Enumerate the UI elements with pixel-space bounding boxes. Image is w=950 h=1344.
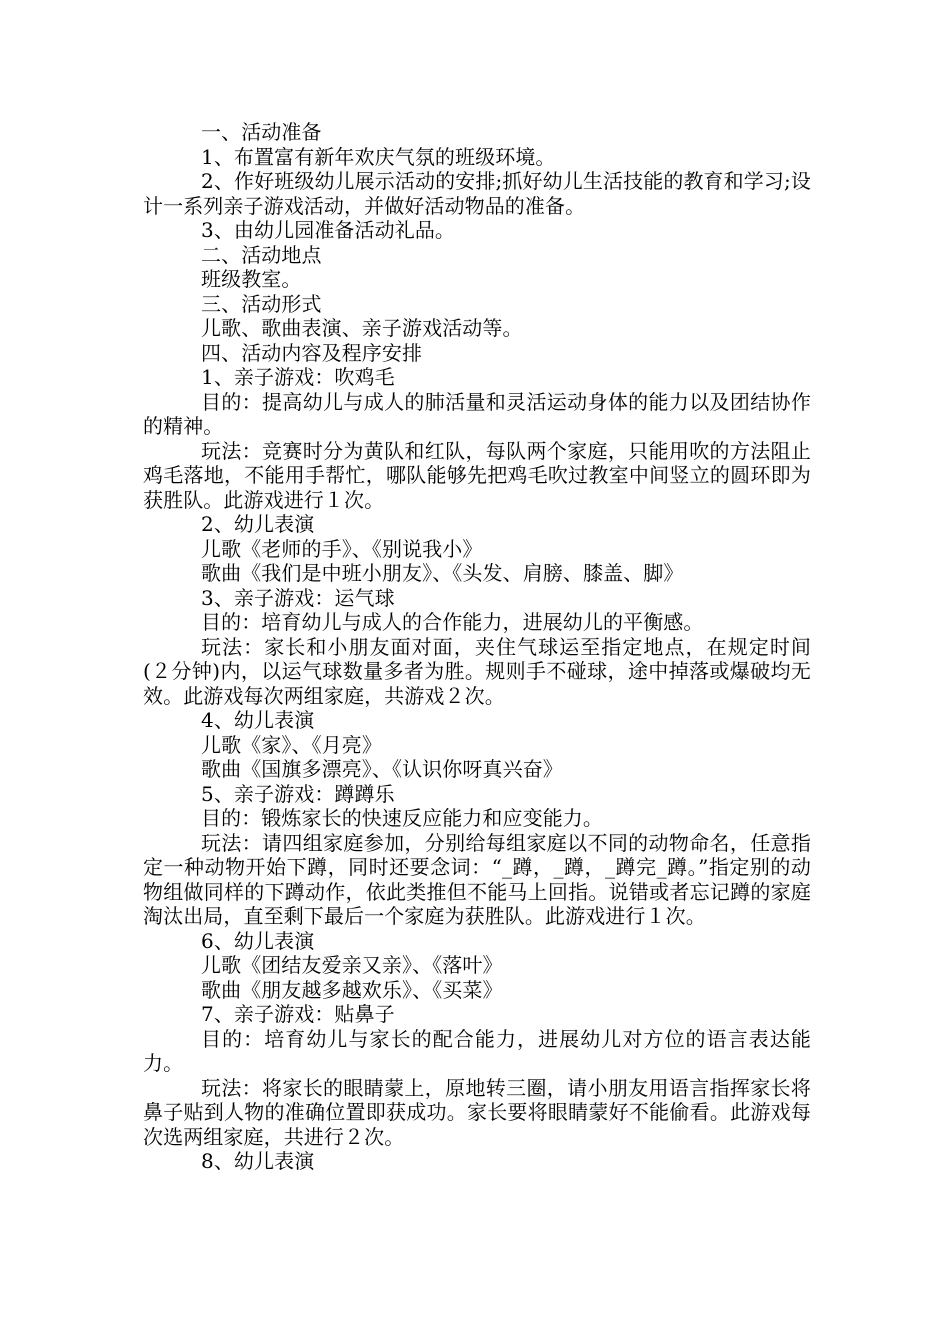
paragraph: 玩法：请四组家庭参加，分别给每组家庭以不同的动物命名，任意指定一种动物开始下蹲，同时还要念词：“_蹲，_蹲，_蹲完_蹲。”指定别的动物组做同样的下蹲动作，依此类推但不能马上回指。说错或者忘记蹲的家庭淘汰出局，直至剩下最后一个家庭为获胜队。此游戏进行１次。	[143, 830, 811, 928]
paragraph: 歌曲《国旗多漂亮》、《认识你呀真兴奋》	[201, 757, 563, 781]
paragraph: 儿歌《家》、《月亮》	[201, 732, 382, 757]
paragraph: 玩法：竞赛时分为黄队和红队，每队两个家庭，只能用吹的方法阻止鸡毛落地，不能用手帮忙，哪队能够先把鸡毛吹过教室中间竖立的圆环即为获胜队。此游戏进行１次。	[143, 438, 811, 512]
document-body	[143, 120, 811, 1174]
paragraph: 二、活动地点	[201, 242, 322, 267]
paragraph: 目的：培育幼儿与成人的合作能力，进展幼儿的平衡感。	[201, 610, 704, 634]
paragraph: 5、亲子游戏：蹲蹲乐	[201, 781, 395, 806]
paragraph: 目的：锻炼家长的快速反应能力和应变能力。	[201, 806, 603, 830]
paragraph: 玩法：将家长的眼睛蒙上，原地转三圈，请小朋友用语言指挥家长将鼻子贴到人物的准确位置即获成功。家长要将眼睛蒙好不能偷看。此游戏每次选两组家庭，共进行２次。	[143, 1075, 811, 1149]
paragraph: 2、作好班级幼儿展示活动的安排;抓好幼儿生活技能的教育和学习;设计一系列亲子游戏活动，并做好活动物品的准备。	[143, 169, 811, 218]
paragraph: 目的：培育幼儿与家长的配合能力，进展幼儿对方位的语言表达能力。	[143, 1026, 811, 1075]
paragraph: 歌曲《朋友越多越欢乐》、《买菜》	[201, 977, 503, 1002]
paragraph: 3、由幼儿园准备活动礼品。	[201, 218, 456, 242]
paragraph: 歌曲《我们是中班小朋友》、《头发、肩膀、膝盖、脚》	[201, 561, 684, 585]
paragraph: 儿歌《老师的手》、《别说我小》	[201, 536, 483, 561]
paragraph: 一、活动准备	[201, 120, 322, 144]
paragraph: 2、幼儿表演	[201, 512, 315, 536]
paragraph: 1、亲子游戏：吹鸡毛	[201, 365, 395, 389]
paragraph: 四、活动内容及程序安排	[201, 340, 423, 365]
paragraph: 6、幼儿表演	[201, 928, 315, 953]
paragraph: 三、活动形式	[201, 291, 322, 316]
paragraph: 8、幼儿表演	[201, 1149, 315, 1173]
paragraph: 1、布置富有新年欢庆气氛的班级环境。	[201, 144, 556, 169]
paragraph: 玩法：家长和小朋友面对面，夹住气球运至指定地点，在规定时间(２分钟)内，以运气球数量多者为胜。规则手不碰球，途中掉落或爆破均无效。此游戏每次两组家庭，共游戏２次。	[143, 634, 811, 708]
paragraph: 儿歌、歌曲表演、亲子游戏活动等。	[201, 316, 523, 340]
paragraph: 3、亲子游戏：运气球	[201, 585, 395, 610]
paragraph: 儿歌《团结友爱亲又亲》、《落叶》	[201, 953, 503, 977]
paragraph: 4、幼儿表演	[201, 708, 315, 732]
paragraph: 班级教室。	[201, 267, 302, 291]
paragraph: 目的：提高幼儿与成人的肺活量和灵活运动身体的能力以及团结协作的精神。	[143, 389, 811, 438]
paragraph: 7、亲子游戏：贴鼻子	[201, 1002, 395, 1026]
